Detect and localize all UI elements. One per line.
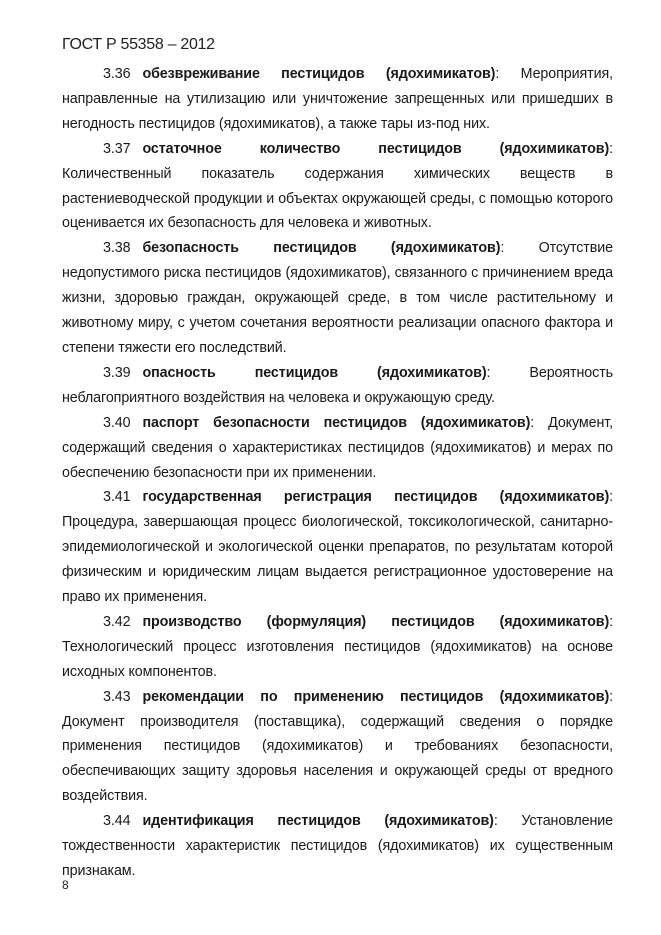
definition: Количественный показатель содержания химических веществ в растениеводческой продукции и объектах окружающей среды, с помощью которого оценивается их безопасность для человека и животных. xyxy=(62,165,613,232)
separator: : xyxy=(493,813,498,830)
clause-number: 3.39 xyxy=(103,364,131,381)
definition: Технологический процесс изготовления пестицидов (ядохимикатов) на основе исходных компонентов. xyxy=(62,638,613,680)
term: опасность пестицидов (ядохимикатов) xyxy=(142,364,487,381)
definition-3-43 xyxy=(62,685,613,810)
term: идентификация пестицидов (ядохимикатов) xyxy=(142,813,494,830)
clause-number: 3.36 xyxy=(103,66,131,82)
separator: : xyxy=(609,613,613,630)
term: паспорт безопасности пестицидов (ядохимикатов) xyxy=(142,414,531,431)
separator: : xyxy=(530,414,535,431)
term: обезвреживание пестицидов (ядохимикатов) xyxy=(142,66,496,82)
term: безопасность пестицидов (ядохимикатов) xyxy=(142,240,501,257)
definition: Процедура, завершающая процесс биологической, токсикологической, санитарно-эпидемиологической и экологической оценки препаратов, по результатам которой физическим и юридическим лицам выдается регистрационное удостоверение на право их применения. xyxy=(62,514,613,606)
definition: Мероприятия, направленные на утилизацию или уничтожение запрещенных или пришедших в негодность пестицидов (ядохимикатов), а также тары из-под них. xyxy=(62,66,613,132)
definition: Вероятность неблагоприятного воздействия на человека и окружающую среду. xyxy=(62,364,613,406)
definition-3-37 xyxy=(62,137,613,237)
definition-3-42 xyxy=(62,610,613,685)
definition-3-36 xyxy=(62,62,613,137)
document-header: ГОСТ Р 55358 – 2012 xyxy=(62,36,215,53)
definition: Установление тождественности характеристик пестицидов (ядохимикатов) их существенным признакам. xyxy=(62,813,613,879)
definition: Документ производителя (поставщика), содержащий сведения о порядке применения пестицидов (ядохимикатов) и требованиях безопасности, обеспечивающих защиту здоровья населения и окружающей среды от вредного воздействия. xyxy=(62,713,613,805)
clause-number: 3.43 xyxy=(103,688,131,705)
clause-number: 3.40 xyxy=(103,414,131,431)
term: производство (формуляция) пестицидов (ядохимикатов) xyxy=(142,613,610,630)
definition-3-40 xyxy=(62,411,613,486)
term: рекомендации по применению пестицидов (ядохимикатов) xyxy=(142,688,610,705)
definition: Отсутствие недопустимого риска пестицидов (ядохимикатов), связанного с причинением вреда жизни, здоровью граждан, окружающей среде, в том числе растительному и животному миру, с учетом сочетания вероятности реализации опасного фактора и степени тяжести его последствий. xyxy=(62,240,613,356)
definition-3-39 xyxy=(62,361,613,411)
separator: : xyxy=(609,489,613,506)
page-number: 8 xyxy=(62,878,69,892)
term: остаточное количество пестицидов (ядохимикатов) xyxy=(142,140,610,157)
document-body xyxy=(62,62,613,884)
clause-number: 3.37 xyxy=(103,140,131,157)
clause-number: 3.38 xyxy=(103,240,131,257)
separator: : xyxy=(609,140,613,157)
clause-number: 3.41 xyxy=(103,489,131,506)
separator: : xyxy=(495,66,500,82)
separator: : xyxy=(609,688,613,705)
clause-number: 3.42 xyxy=(103,613,131,630)
definition-3-44 xyxy=(62,809,613,884)
term: государственная регистрация пестицидов (ядохимикатов) xyxy=(142,489,610,506)
separator: : xyxy=(500,240,505,257)
separator: : xyxy=(486,364,491,381)
definition-3-41 xyxy=(62,485,613,610)
definition: Документ, содержащий сведения о характеристиках пестицидов (ядохимикатов) и мерах по обеспечению безопасности при их применении. xyxy=(62,414,613,481)
definition-3-38 xyxy=(62,236,613,361)
clause-number: 3.44 xyxy=(103,813,131,830)
